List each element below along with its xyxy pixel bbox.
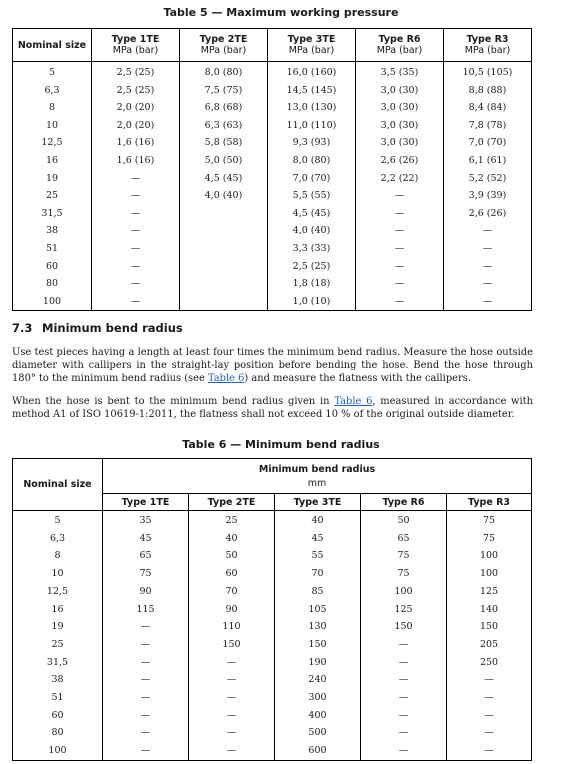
paragraph-flatness <box>12 395 533 421</box>
value-cell: 11,0 (110) <box>268 117 356 135</box>
table-5-body <box>13 62 532 311</box>
value-cell: — <box>103 618 189 636</box>
value-cell: 8,0 (80) <box>268 152 356 170</box>
table-row <box>13 258 532 276</box>
type-header <box>180 29 268 62</box>
value-cell <box>180 240 268 258</box>
value-cell: 3,0 (30) <box>356 99 444 117</box>
value-cell: 85 <box>275 583 361 601</box>
value-cell: — <box>103 689 189 707</box>
value-cell: 13,0 (130) <box>268 99 356 117</box>
table-row <box>13 117 532 135</box>
nominal-size-header: Nominal size <box>13 29 92 62</box>
value-cell: — <box>444 258 532 276</box>
table-5 <box>12 28 532 311</box>
value-cell: 3,0 (30) <box>356 134 444 152</box>
nominal-size-cell: 51 <box>13 240 92 258</box>
table-row <box>13 275 532 293</box>
value-cell: 130 <box>275 618 361 636</box>
value-cell: — <box>447 671 532 689</box>
value-cell: 75 <box>361 547 447 565</box>
nominal-size-header: Nominal size <box>13 459 103 511</box>
table-6-link[interactable]: Table 6 <box>334 396 373 407</box>
table-row <box>13 565 532 583</box>
value-cell: 205 <box>447 636 532 654</box>
value-cell: 6,8 (68) <box>180 99 268 117</box>
value-cell: — <box>103 671 189 689</box>
value-cell: 100 <box>447 565 532 583</box>
value-cell: 75 <box>447 511 532 530</box>
value-cell: 3,3 (33) <box>268 240 356 258</box>
table-row <box>13 671 532 689</box>
value-cell: — <box>361 707 447 725</box>
table-row <box>13 724 532 742</box>
table-row <box>13 205 532 223</box>
table-5-caption: Table 5 — Maximum working pressure <box>163 6 399 19</box>
nominal-size-cell: 16 <box>13 152 92 170</box>
value-cell: 9,3 (93) <box>268 134 356 152</box>
nominal-size-cell: 19 <box>13 170 92 188</box>
type-header <box>444 29 532 62</box>
value-cell: 14,5 (145) <box>268 82 356 100</box>
value-cell: 150 <box>361 618 447 636</box>
value-cell: 1,8 (18) <box>268 275 356 293</box>
value-cell: — <box>189 707 275 725</box>
type-header: Type R3 <box>447 494 532 511</box>
table-row <box>13 240 532 258</box>
value-cell: 8,0 (80) <box>180 62 268 82</box>
value-cell: 45 <box>103 530 189 548</box>
table-row <box>13 170 532 188</box>
value-cell: 90 <box>103 583 189 601</box>
value-cell: 140 <box>447 601 532 619</box>
value-cell: — <box>189 689 275 707</box>
table-row <box>13 583 532 601</box>
value-cell: 3,0 (30) <box>356 82 444 100</box>
nominal-size-cell: 10 <box>13 117 92 135</box>
table-6-body <box>13 511 532 761</box>
paragraph-text: Use test pieces having a length at least four times the minimum bend radius. Measure the hose outside diameter with callipers in the straight-lay position before bending the hose. Bend the hose through 180° to the minimum bend radius (see <box>12 347 533 385</box>
value-cell: — <box>103 654 189 672</box>
value-cell: — <box>361 724 447 742</box>
value-cell: 4,0 (40) <box>268 222 356 240</box>
nominal-size-cell: 31,5 <box>13 654 103 672</box>
value-cell: 8,4 (84) <box>444 99 532 117</box>
nominal-size-cell: 38 <box>13 671 103 689</box>
paragraph-text: , measured in accordance with method A1 of ISO 10619-1:2011, the flatness shall not exceed 10 % of the original outside diameter. <box>12 396 533 421</box>
value-cell: — <box>356 240 444 258</box>
value-cell: 2,5 (25) <box>268 258 356 276</box>
value-cell: 10,5 (105) <box>444 62 532 82</box>
table-row <box>13 654 532 672</box>
value-cell: 300 <box>275 689 361 707</box>
nominal-size-cell: 6,3 <box>13 530 103 548</box>
value-cell: 2,6 (26) <box>444 205 532 223</box>
table-6 <box>12 458 532 761</box>
nominal-size-cell: 100 <box>13 742 103 760</box>
value-cell: — <box>361 654 447 672</box>
section-number: 7.3 <box>12 321 33 335</box>
value-cell: 16,0 (160) <box>268 62 356 82</box>
type-label: Type R6 <box>378 34 421 45</box>
value-cell: — <box>189 742 275 760</box>
value-cell: — <box>92 293 180 311</box>
nominal-size-cell: 19 <box>13 618 103 636</box>
nominal-size-cell: 80 <box>13 724 103 742</box>
value-cell <box>180 222 268 240</box>
value-cell: — <box>189 654 275 672</box>
table-row <box>13 511 532 530</box>
value-cell: 150 <box>189 636 275 654</box>
value-cell: 55 <box>275 547 361 565</box>
nominal-size-cell: 5 <box>13 62 92 82</box>
value-cell: — <box>92 275 180 293</box>
unit-label: MPa (bar) <box>464 45 511 56</box>
nominal-size-cell: 51 <box>13 689 103 707</box>
value-cell: 3,5 (35) <box>356 62 444 82</box>
value-cell: 6,1 (61) <box>444 152 532 170</box>
table-row <box>13 152 532 170</box>
value-cell: — <box>92 240 180 258</box>
value-cell: 4,0 (40) <box>180 187 268 205</box>
nominal-size-cell: 38 <box>13 222 92 240</box>
value-cell: — <box>356 258 444 276</box>
value-cell: 65 <box>103 547 189 565</box>
value-cell: 40 <box>189 530 275 548</box>
nominal-size-cell: 12,5 <box>13 583 103 601</box>
paragraph-text: When the hose is bent to the minimum bend radius given in <box>12 396 335 407</box>
table-row <box>13 134 532 152</box>
value-cell: 75 <box>361 565 447 583</box>
table-6-caption: Table 6 — Minimum bend radius <box>182 438 380 451</box>
table-row <box>13 99 532 117</box>
value-cell: — <box>103 707 189 725</box>
value-cell: 190 <box>275 654 361 672</box>
value-cell: 5,5 (55) <box>268 187 356 205</box>
nominal-size-cell: 100 <box>13 293 92 311</box>
table-6-link[interactable]: Table 6 <box>207 373 245 385</box>
value-cell: 40 <box>275 511 361 530</box>
value-cell: — <box>361 636 447 654</box>
nominal-size-cell: 6,3 <box>13 82 92 100</box>
value-cell: — <box>444 293 532 311</box>
nominal-size-cell: 60 <box>13 258 92 276</box>
value-cell: — <box>361 671 447 689</box>
value-cell: 70 <box>189 583 275 601</box>
nominal-size-cell: 8 <box>13 99 92 117</box>
value-cell: 500 <box>275 724 361 742</box>
value-cell: 50 <box>189 547 275 565</box>
value-cell: — <box>103 724 189 742</box>
type-header: Type R6 <box>361 494 447 511</box>
type-header <box>92 29 180 62</box>
value-cell: — <box>189 724 275 742</box>
table-row <box>13 689 532 707</box>
nominal-size-cell: 8 <box>13 547 103 565</box>
value-cell: 2,6 (26) <box>356 152 444 170</box>
value-cell: 100 <box>361 583 447 601</box>
value-cell: — <box>356 205 444 223</box>
unit-label: MPa (bar) <box>112 45 159 56</box>
value-cell: 4,5 (45) <box>180 170 268 188</box>
table-row <box>13 636 532 654</box>
table-row <box>13 82 532 100</box>
value-cell: 45 <box>275 530 361 548</box>
value-cell: 105 <box>275 601 361 619</box>
group-label: Minimum bend radius <box>258 463 376 475</box>
table-row <box>13 707 532 725</box>
value-cell: 3,9 (39) <box>444 187 532 205</box>
value-cell: — <box>92 170 180 188</box>
value-cell: 2,0 (20) <box>92 99 180 117</box>
nominal-size-cell: 5 <box>13 511 103 530</box>
value-cell: 240 <box>275 671 361 689</box>
nominal-size-cell: 25 <box>13 187 92 205</box>
value-cell: — <box>92 205 180 223</box>
value-cell: 75 <box>447 530 532 548</box>
value-cell: 1,0 (10) <box>268 293 356 311</box>
value-cell: 8,8 (88) <box>444 82 532 100</box>
table-row <box>13 618 532 636</box>
value-cell: 125 <box>447 583 532 601</box>
value-cell: 7,8 (78) <box>444 117 532 135</box>
value-cell: 2,5 (25) <box>92 62 180 82</box>
value-cell: — <box>92 187 180 205</box>
type-header: Type 1TE <box>103 494 189 511</box>
value-cell: — <box>447 742 532 760</box>
value-cell: — <box>189 671 275 689</box>
value-cell: 7,0 (70) <box>268 170 356 188</box>
value-cell: — <box>356 222 444 240</box>
value-cell: 70 <box>275 565 361 583</box>
value-cell: 65 <box>361 530 447 548</box>
value-cell: 90 <box>189 601 275 619</box>
value-cell: 150 <box>447 618 532 636</box>
nominal-size-cell: 16 <box>13 601 103 619</box>
value-cell: — <box>361 742 447 760</box>
table-row <box>13 530 532 548</box>
value-cell: — <box>103 742 189 760</box>
value-cell: — <box>444 240 532 258</box>
value-cell: 1,6 (16) <box>92 152 180 170</box>
value-cell: 5,0 (50) <box>180 152 268 170</box>
value-cell: 7,5 (75) <box>180 82 268 100</box>
value-cell <box>180 293 268 311</box>
value-cell: — <box>356 275 444 293</box>
value-cell: 400 <box>275 707 361 725</box>
table-row <box>13 547 532 565</box>
value-cell <box>180 258 268 276</box>
value-cell <box>180 275 268 293</box>
section-heading <box>12 321 183 335</box>
table-row <box>13 601 532 619</box>
nominal-size-cell: 12,5 <box>13 134 92 152</box>
type-header: Type 3TE <box>275 494 361 511</box>
value-cell: 250 <box>447 654 532 672</box>
unit-label: MPa (bar) <box>200 45 247 56</box>
nominal-size-cell: 60 <box>13 707 103 725</box>
value-cell: — <box>356 293 444 311</box>
value-cell: 150 <box>275 636 361 654</box>
value-cell: 50 <box>361 511 447 530</box>
value-cell: 75 <box>103 565 189 583</box>
value-cell: 25 <box>189 511 275 530</box>
value-cell: — <box>444 275 532 293</box>
value-cell: 110 <box>189 618 275 636</box>
value-cell: — <box>103 636 189 654</box>
unit-label: mm <box>307 477 327 489</box>
table-row <box>13 62 532 82</box>
value-cell: 4,5 (45) <box>268 205 356 223</box>
value-cell: — <box>92 222 180 240</box>
paragraph-text: ) and measure the flatness with the callipers. <box>244 373 471 385</box>
value-cell: 5,2 (52) <box>444 170 532 188</box>
table-row <box>13 187 532 205</box>
nominal-size-cell: 31,5 <box>13 205 92 223</box>
nominal-size-cell: 10 <box>13 565 103 583</box>
type-label: Type 1TE <box>111 34 160 45</box>
value-cell: 60 <box>189 565 275 583</box>
value-cell: — <box>447 689 532 707</box>
value-cell: 7,0 (70) <box>444 134 532 152</box>
value-cell: — <box>361 689 447 707</box>
value-cell: 2,0 (20) <box>92 117 180 135</box>
unit-label: MPa (bar) <box>376 45 423 56</box>
value-cell: — <box>447 707 532 725</box>
unit-label: MPa (bar) <box>288 45 335 56</box>
type-header <box>268 29 356 62</box>
nominal-size-cell: 80 <box>13 275 92 293</box>
type-header: Type 2TE <box>189 494 275 511</box>
value-cell: 6,3 (63) <box>180 117 268 135</box>
type-label: Type 2TE <box>199 34 248 45</box>
nominal-size-cell: 25 <box>13 636 103 654</box>
value-cell: 115 <box>103 601 189 619</box>
type-label: Type 3TE <box>287 34 336 45</box>
value-cell: — <box>444 222 532 240</box>
value-cell <box>180 205 268 223</box>
value-cell: 100 <box>447 547 532 565</box>
value-cell: 1,6 (16) <box>92 134 180 152</box>
value-cell: 2,2 (22) <box>356 170 444 188</box>
paragraph-test-pieces <box>12 346 533 386</box>
type-header <box>356 29 444 62</box>
type-label: Type R3 <box>466 34 509 45</box>
table-row <box>13 742 532 760</box>
table-row <box>13 222 532 240</box>
table-row <box>13 293 532 311</box>
value-cell: — <box>92 258 180 276</box>
value-cell: 5,8 (58) <box>180 134 268 152</box>
value-cell: 3,0 (30) <box>356 117 444 135</box>
section-title: Minimum bend radius <box>42 321 183 335</box>
value-cell: 125 <box>361 601 447 619</box>
value-cell: 2,5 (25) <box>92 82 180 100</box>
value-cell: 600 <box>275 742 361 760</box>
min-bend-radius-header <box>103 459 532 494</box>
value-cell: 35 <box>103 511 189 530</box>
value-cell: — <box>447 724 532 742</box>
value-cell: — <box>356 187 444 205</box>
